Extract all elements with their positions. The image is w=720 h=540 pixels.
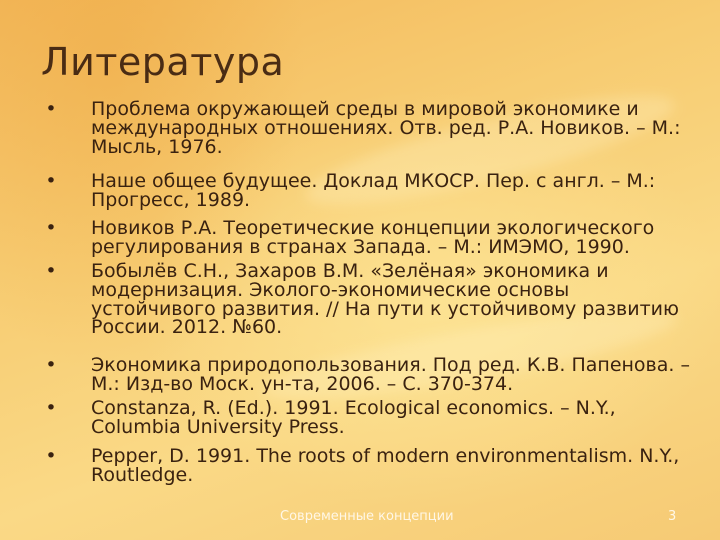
bullet-icon: • [45,170,57,192]
reference-item [45,100,695,172]
reference-text: Бобылёв С.Н., Захаров В.М. «Зелёная» экономика и модернизация. Эколого-экономические основы устойчивого развития. // На пути к устойчивому развитию России. 2012. №60. [91,260,680,339]
reference-item [45,262,695,356]
bullet-icon: • [45,98,57,120]
slide-footer: Современные концепции [280,509,454,524]
reference-text: Экономика природопользования. Под ред. К.В. Папенова. –М.: Изд-во Моск. ун-та, 2006. – С. 370-374. [91,354,690,395]
reference-list [45,100,695,487]
slide-title: Литература [41,40,285,84]
reference-text: Новиков Р.А. Теоретические концепции экологического регулирования в странах Запада. – М.: ИМЭМО, 1990. [91,217,655,258]
bullet-icon: • [45,217,57,239]
reference-text: Constanza, R. (Ed.). 1991. Ecological economics. – N.Y., Columbia University Press. [91,397,616,438]
reference-item [45,447,695,487]
reference-text: Наше общее будущее. Доклад МКОСР. Пер. с англ. – М.: Прогресс, 1989. [91,170,656,211]
bullet-icon: • [45,397,57,419]
bullet-icon: • [45,354,57,376]
reference-item [45,399,695,447]
bullet-icon: • [45,445,57,467]
page-number: 3 [668,509,677,524]
reference-item [45,356,695,399]
reference-text: Проблема окружающей среды в мировой экономике и международных отношениях. Отв. ред. Р.А. Новиков. – М.: Мысль, 1976. [91,98,681,158]
bullet-icon: • [45,260,57,282]
reference-text: Pepper, D. 1991. The roots of modern environmentalism. N.Y., Routledge. [91,445,680,486]
reference-item [45,219,695,262]
reference-item [45,172,695,219]
